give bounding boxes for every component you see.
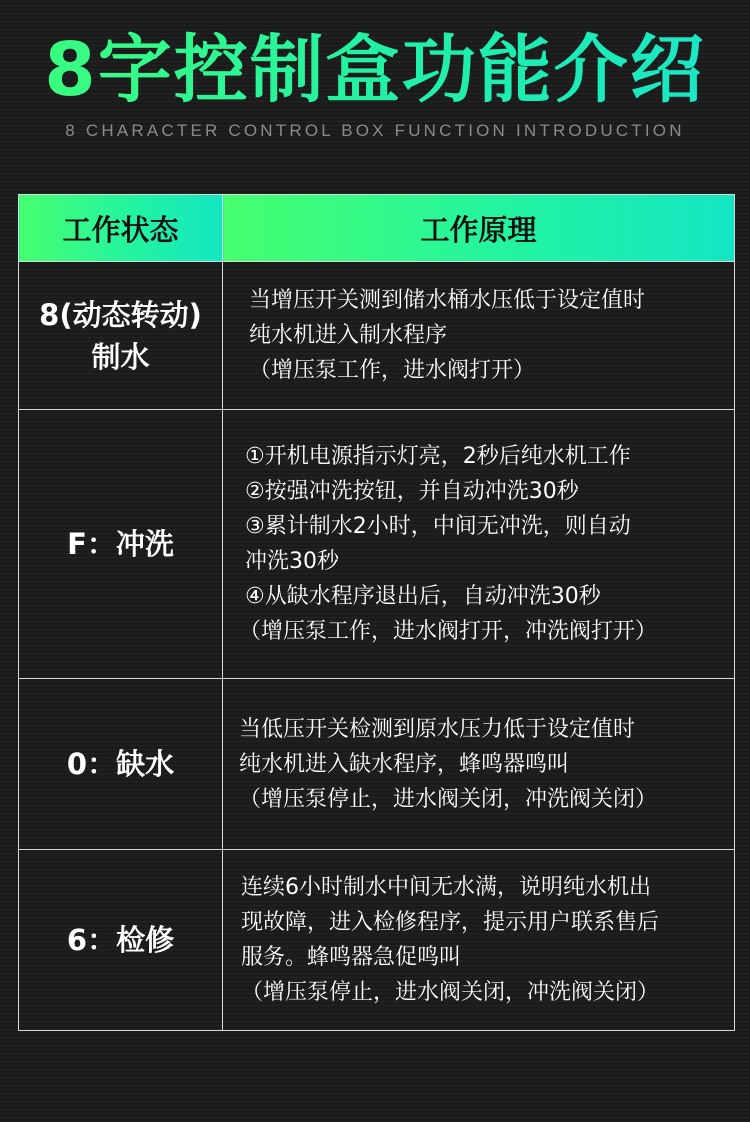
description-cell: [223, 410, 735, 679]
table-row: [19, 850, 735, 1031]
header-status: 工作状态: [19, 195, 223, 262]
description-line: ①开机电源指示灯亮，2秒后纯水机工作: [245, 444, 631, 469]
description-line: 冲洗30秒: [245, 549, 339, 574]
status-text: 0：缺水: [66, 747, 175, 781]
description-line: 现故障，进入检修程序，提示用户联系售后: [241, 910, 660, 935]
description-line: 纯水机进入缺水程序，蜂鸣器鸣叫: [239, 751, 570, 777]
description-line: 纯水机进入制水程序: [249, 323, 448, 348]
description-line: 连续6小时制水中间无水满，说明纯水机出: [241, 875, 651, 900]
description-cell: [223, 679, 735, 850]
page-title: 8字控制盒功能介绍: [0, 22, 750, 118]
status-cell: [19, 850, 223, 1031]
description-cell: [223, 850, 735, 1031]
description-line: ③累计制水2小时，中间无冲洗，则自动: [245, 514, 631, 539]
status-text: 8(动态转动): [39, 297, 202, 332]
description-line: 当增压开关测到储水桶水压低于设定值时: [249, 288, 646, 313]
status-cell: [19, 262, 223, 410]
description-line: ②按强冲洗按钮，并自动冲洗30秒: [245, 479, 579, 504]
description-line: （增压泵工作，进水阀打开，冲洗阀打开）: [239, 619, 658, 644]
status-cell: [19, 679, 223, 850]
description-line: ④从缺水程序退出后，自动冲洗30秒: [245, 584, 601, 609]
status-text: 6：检修: [66, 923, 175, 957]
status-text: 制水: [91, 339, 150, 374]
description-line: （增压泵工作，进水阀打开）: [249, 358, 536, 383]
table-row: [19, 410, 735, 679]
description-line: 服务。蜂鸣器急促鸣叫: [241, 945, 462, 970]
description-line: （增压泵停止，进水阀关闭，冲洗阀关闭）: [241, 980, 660, 1005]
description-line: 当低压开关检测到原水压力低于设定值时: [239, 716, 636, 742]
page-subtitle: 8 CHARACTER CONTROL BOX FUNCTION INTRODUCTION: [65, 121, 685, 140]
status-cell: [19, 410, 223, 679]
table-row: [19, 679, 735, 850]
header-principle: 工作原理: [223, 195, 735, 262]
function-table: [18, 194, 735, 1031]
description-line: （增压泵停止，进水阀关闭，冲洗阀关闭）: [239, 786, 658, 812]
description-cell: [223, 262, 735, 410]
table-header-row: [19, 195, 735, 262]
table-row: [19, 262, 735, 410]
status-text: F：冲洗: [67, 527, 174, 561]
